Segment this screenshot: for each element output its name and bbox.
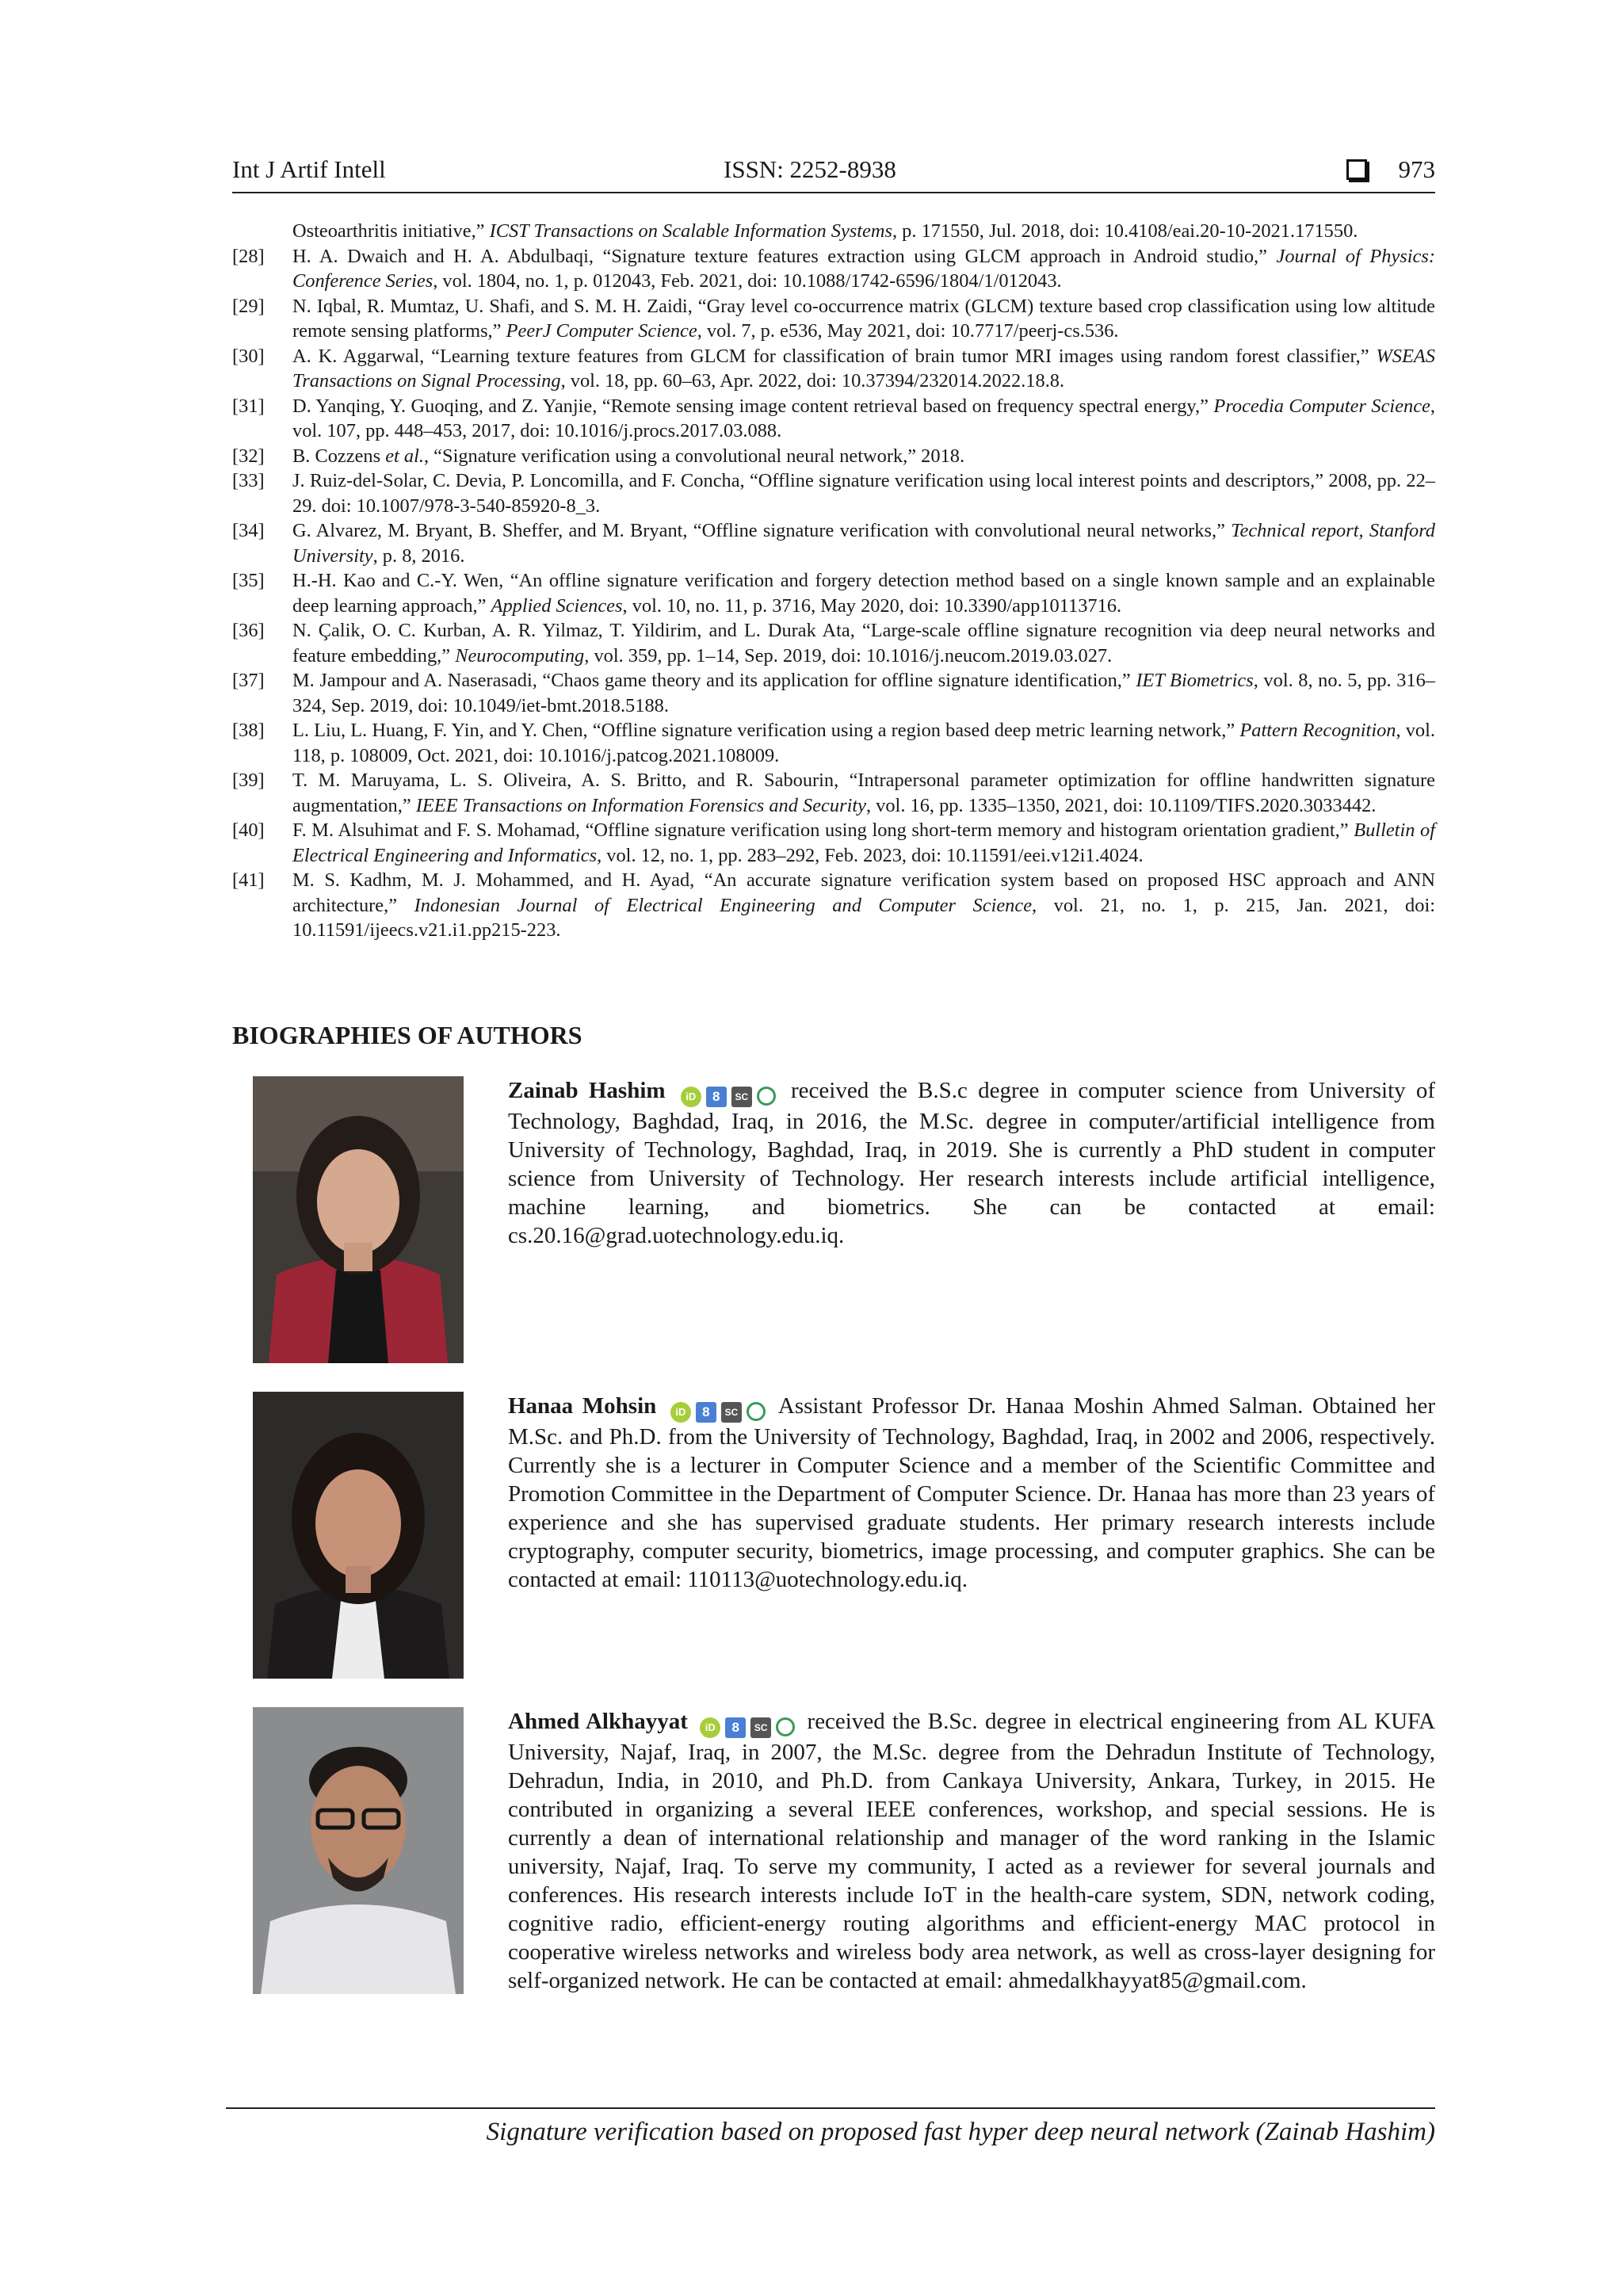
reference-text bbox=[292, 668, 1435, 718]
reference-number: [38] bbox=[232, 720, 265, 741]
reference-text bbox=[292, 618, 1435, 668]
reference-text bbox=[292, 818, 1435, 868]
reference-number: [29] bbox=[232, 295, 265, 317]
reference-item bbox=[232, 219, 1435, 244]
reference-venue: Technical report, Stanford University bbox=[292, 520, 1436, 567]
reference-text bbox=[292, 344, 1435, 394]
reference-venue: Journal of Physics: Conference Series bbox=[292, 245, 1435, 292]
author-photo bbox=[253, 1392, 464, 1679]
reference-number: [30] bbox=[232, 345, 265, 367]
reference-item bbox=[232, 618, 1435, 668]
google-scholar-icon[interactable]: 8 bbox=[725, 1717, 746, 1738]
reference-segment: Osteoarthritis initiative,” bbox=[292, 220, 490, 242]
google-scholar-icon[interactable]: 8 bbox=[696, 1402, 716, 1423]
reference-number: [32] bbox=[232, 445, 265, 467]
web-of-science-icon[interactable] bbox=[757, 1087, 776, 1106]
reference-segment: , vol. 10, no. 11, p. 3716, May 2020, doi: 10.3390/app10113716. bbox=[622, 594, 1122, 617]
reference-number: [28] bbox=[232, 245, 265, 267]
footer-rule bbox=[226, 2107, 1435, 2109]
reference-number: [41] bbox=[232, 869, 265, 891]
author-bio-3 bbox=[232, 1707, 1435, 1994]
reference-segment: , “Signature verification using a convolutional neural network,” 2018. bbox=[423, 445, 965, 467]
page-number: 973 bbox=[1398, 155, 1435, 183]
reference-venue: IET Biometrics bbox=[1136, 670, 1254, 691]
web-of-science-icon[interactable] bbox=[747, 1402, 766, 1421]
reference-text bbox=[292, 394, 1435, 444]
reference-venue: Neurocomputing bbox=[455, 644, 585, 667]
reference-item bbox=[232, 868, 1435, 943]
reference-venue: Bulletin of Electrical Engineering and Informatics bbox=[292, 819, 1435, 866]
reference-segment: M. Jampour and A. Naserasadi, “Chaos game theory and its application for offline signature identification,” bbox=[292, 670, 1136, 691]
running-header bbox=[232, 152, 1435, 193]
reference-number: [34] bbox=[232, 520, 265, 541]
reference-segment: , vol. 18, pp. 60–63, Apr. 2022, doi: 10.37394/232014.2022.18.8. bbox=[560, 370, 1065, 392]
reference-segment: , p. 171550, Jul. 2018, doi: 10.4108/eai.20-10-2021.171550. bbox=[892, 220, 1358, 242]
reference-number: [37] bbox=[232, 670, 265, 691]
orcid-icon[interactable]: iD bbox=[700, 1717, 720, 1738]
author-id-icons bbox=[700, 1717, 795, 1738]
author-photo bbox=[253, 1707, 464, 1994]
reference-segment: L. Liu, L. Huang, F. Yin, and Y. Chen, “Offline signature verification using a region based deep metric learning network,” bbox=[292, 720, 1240, 741]
reference-item bbox=[232, 468, 1435, 518]
author-bio-text bbox=[508, 1392, 1435, 1594]
reference-number: [39] bbox=[232, 770, 265, 791]
reference-segment: , vol. 118, p. 108009, Oct. 2021, doi: 10.1016/j.patcog.2021.108009. bbox=[292, 720, 1435, 766]
author-bio-2 bbox=[232, 1392, 1435, 1679]
reference-item bbox=[232, 718, 1435, 768]
google-scholar-icon[interactable]: 8 bbox=[706, 1087, 727, 1107]
reference-list bbox=[232, 219, 1435, 943]
orcid-icon[interactable]: iD bbox=[670, 1402, 691, 1423]
reference-venue: IEEE Transactions on Information Forensics and Security bbox=[415, 794, 866, 816]
biographies-heading: BIOGRAPHIES OF AUTHORS bbox=[232, 1021, 582, 1049]
reference-text bbox=[232, 219, 1435, 244]
reference-segment: , p. 8, 2016. bbox=[372, 544, 465, 567]
author-bio-text bbox=[508, 1707, 1435, 1995]
reference-text bbox=[292, 444, 1435, 469]
reference-segment: , vol. 8, no. 5, pp. 316–324, Sep. 2019, doi: 10.1049/iet-bmt.2018.5188. bbox=[292, 670, 1436, 716]
reference-segment: M. S. Kadhm, M. J. Mohammed, and H. Ayad, “An accurate signature verification system based on proposed HSC approach and ANN architecture,” bbox=[292, 869, 1435, 916]
reference-text bbox=[292, 718, 1435, 768]
reference-number: [31] bbox=[232, 395, 265, 417]
reference-venue: ICST Transactions on Scalable Information Systems bbox=[489, 220, 892, 242]
reference-item bbox=[232, 818, 1435, 868]
reference-segment: H.-H. Kao and C.-Y. Wen, “An offline signature verification and forgery detection method based on a single known sample and an explainable deep learning approach,” bbox=[292, 570, 1435, 617]
author-name: Zainab Hashim bbox=[508, 1078, 666, 1103]
reference-segment: , vol. 359, pp. 1–14, Sep. 2019, doi: 10.1016/j.neucom.2019.03.027. bbox=[584, 644, 1113, 667]
reference-text bbox=[292, 244, 1435, 294]
author-id-icons bbox=[681, 1087, 776, 1107]
scopus-icon[interactable]: SC bbox=[750, 1717, 771, 1738]
reference-segment: , vol. 1804, no. 1, p. 012043, Feb. 2021, doi: 10.1088/1742-6596/1804/1/012043. bbox=[433, 270, 1062, 292]
reference-segment: F. M. Alsuhimat and F. S. Mohamad, “Offline signature verification using long short-term memory and histogram orientation gradient,” bbox=[292, 819, 1354, 841]
author-description: received the B.Sc. degree in electrical engineering from AL KUFA University, Najaf, Iraq, in 2007, the M.Sc. degree from the Dehradun Institute of Technology, Dehradun, India, in 2010, and Ph.D. from Cankaya University, Ankara, Turkey, in 2015. He contributed in organizing a several IEEE conferences, workshop, and special sessions. He is currently a dean of international relationship and manager of the word ranking in the Islamic university, Najaf, Iraq. To serve my community, I acted as a reviewer for several journals and conferences. His research interests include IoT in the health-care system, SDN, network coding, cognitive radio, efficient-energy routing algorithms and efficient-energy MAC protocol in cooperative wireless networks and wireless body area network, as well as cross-layer designing for self-organized network. He can be contacted at email: ahmedalkhayyat85@gmail.com. bbox=[508, 1709, 1436, 1993]
reference-item bbox=[232, 394, 1435, 444]
author-bio-text bbox=[508, 1076, 1435, 1250]
running-footer: Signature verification based on proposed fast hyper deep neural network (Zainab Hashim) bbox=[486, 2118, 1435, 2146]
reference-venue: Procedia Computer Science bbox=[1213, 395, 1430, 417]
reference-item bbox=[232, 294, 1435, 344]
reference-number: [40] bbox=[232, 819, 265, 841]
reference-number: [36] bbox=[232, 620, 265, 641]
reference-segment: , vol. 107, pp. 448–453, 2017, doi: 10.1016/j.procs.2017.03.088. bbox=[292, 395, 1435, 441]
reference-venue: WSEAS Transactions on Signal Processing bbox=[292, 345, 1435, 392]
reference-segment: B. Cozzens bbox=[292, 445, 386, 467]
reference-venue: PeerJ Computer Science bbox=[506, 320, 697, 342]
journal-name: Int J Artif Intell bbox=[232, 155, 386, 183]
issn: ISSN: 2252-8938 bbox=[724, 155, 896, 183]
reference-segment: , vol. 21, no. 1, p. 215, Jan. 2021, doi: 10.11591/ijeecs.v21.i1.pp215-223. bbox=[292, 894, 1435, 941]
reference-text bbox=[292, 768, 1435, 818]
reference-text bbox=[292, 294, 1435, 344]
reference-text bbox=[292, 518, 1435, 568]
square-bullet-icon bbox=[1346, 159, 1367, 180]
page-number-group bbox=[1346, 155, 1436, 184]
author-photo bbox=[253, 1076, 464, 1363]
reference-segment: A. K. Aggarwal, “Learning texture features from GLCM for classification of brain tumor MRI images using random forest classifier,” bbox=[292, 345, 1377, 367]
reference-segment: H. A. Dwaich and H. A. Abdulbaqi, “Signature texture features extraction using GLCM approach in Android studio,” bbox=[292, 245, 1277, 267]
reference-venue: et al. bbox=[385, 445, 424, 467]
reference-venue: Pattern Recognition bbox=[1239, 720, 1396, 741]
reference-number: [35] bbox=[232, 570, 265, 591]
reference-item bbox=[232, 568, 1435, 618]
reference-item bbox=[232, 668, 1435, 718]
author-bio-1 bbox=[232, 1076, 1435, 1363]
reference-segment: , vol. 12, no. 1, pp. 283–292, Feb. 2023, doi: 10.11591/eei.v12i1.4024. bbox=[597, 844, 1144, 866]
web-of-science-icon[interactable] bbox=[776, 1717, 795, 1736]
scopus-icon[interactable]: SC bbox=[731, 1087, 752, 1107]
reference-venue: Applied Sciences bbox=[491, 594, 623, 617]
scopus-icon[interactable]: SC bbox=[721, 1402, 742, 1423]
author-name: Ahmed Alkhayyat bbox=[508, 1709, 688, 1734]
reference-segment: D. Yanqing, Y. Guoqing, and Z. Yanjie, “Remote sensing image content retrieval based on frequency spectral energy,” bbox=[292, 395, 1214, 417]
author-name: Hanaa Mohsin bbox=[508, 1393, 657, 1419]
author-id-icons bbox=[670, 1402, 766, 1423]
reference-text bbox=[292, 468, 1435, 518]
reference-segment: T. M. Maruyama, L. S. Oliveira, A. S. Britto, and R. Sabourin, “Intrapersonal parameter optimization for offline handwritten signature augmentation,” bbox=[292, 770, 1435, 816]
reference-text bbox=[292, 868, 1435, 943]
reference-segment: , vol. 7, p. e536, May 2021, doi: 10.7717/peerj-cs.536. bbox=[697, 320, 1119, 342]
reference-item bbox=[232, 444, 1435, 469]
reference-venue: Indonesian Journal of Electrical Engineering and Computer Science bbox=[414, 894, 1033, 916]
orcid-icon[interactable]: iD bbox=[681, 1087, 701, 1107]
reference-segment: N. Çalik, O. C. Kurban, A. R. Yilmaz, T. Yildirim, and L. Durak Ata, “Large-scale offline signature recognition via deep neural networks and feature embedding,” bbox=[292, 620, 1435, 667]
reference-segment: , vol. 16, pp. 1335–1350, 2021, doi: 10.1109/TIFS.2020.3033442. bbox=[865, 794, 1377, 816]
reference-item bbox=[232, 344, 1435, 394]
author-description: received the B.S.c degree in computer science from University of Technology, Baghdad, Iraq, in 2016, the M.Sc. degree in computer/artificial intelligence from University of Technology, Baghdad, Iraq, in 2019. She is currently a PhD student in computer science from University of Technology. Her research interests include artificial intelligence, machine learning, and biometrics. She can be contacted at email: cs.20.16@grad.uotechnology.edu.iq. bbox=[508, 1078, 1436, 1248]
reference-item bbox=[232, 244, 1435, 294]
reference-item bbox=[232, 768, 1435, 818]
reference-segment: N. Iqbal, R. Mumtaz, U. Shafi, and S. M. H. Zaidi, “Gray level co-occurrence matrix (GLCM) texture based crop classification using low altitude remote sensing platforms,” bbox=[292, 295, 1435, 342]
reference-number: [33] bbox=[232, 470, 265, 491]
reference-text bbox=[292, 568, 1435, 618]
reference-segment: G. Alvarez, M. Bryant, B. Sheffer, and M. Bryant, “Offline signature verification with convolutional neural networks,” bbox=[292, 520, 1232, 541]
author-description: Assistant Professor Dr. Hanaa Moshin Ahmed Salman. Obtained her M.Sc. and Ph.D. from the University of Technology, Baghdad, Iraq, in 2002 and 2006, respectively. Currently she is a lecturer in Computer Science and a member of the Scientific Committee and Promotion Committee in the Department of Computer Science. Dr. Hanaa has more than 23 years of experience and she has supervised graduate students. Her primary research interests include cryptography, computer security, biometrics, image processing, and computer graphics. She can be contacted at email: 110113@uotechnology.edu.iq. bbox=[508, 1393, 1435, 1592]
reference-segment: J. Ruiz-del-Solar, C. Devia, P. Loncomilla, and F. Concha, “Offline signature verification using local interest points and descriptors,” 2008, pp. 22–29. doi: 10.1007/978-3-540-85920-8_3. bbox=[292, 470, 1435, 517]
reference-item bbox=[232, 518, 1435, 568]
